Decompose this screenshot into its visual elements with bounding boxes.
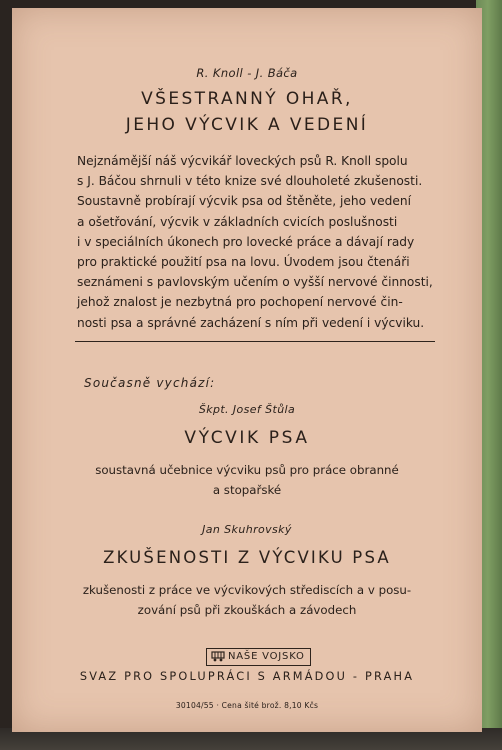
description-line: pro praktické použití psa na lovu. Úvodem jsou čtenáři [77, 255, 410, 270]
related-book-title: ZKUŠENOSTI Z VÝCVIKU PSA [103, 548, 391, 567]
related-book-author: Jan Skuhrovský [202, 523, 292, 536]
description-line: nosti psa a správné zacházení s ním při vedení i výcviku. [77, 315, 425, 330]
description-line: jehož znalost je nezbytná pro pochopení nervové čin- [77, 295, 403, 310]
related-book-description [12, 460, 482, 500]
book-title-line-2: JEHO VÝCVIK A VEDENÍ [125, 115, 369, 135]
book-authors: R. Knoll - J. Báča [196, 66, 298, 80]
related-book-desc-line: zkušenosti z práce ve výcvikových střediscích a v posu- [82, 583, 412, 597]
description-line: s J. Báčou shrnuli v této knize své dlouholeté zkušenosti. [77, 174, 423, 189]
related-book-description [12, 580, 482, 620]
book-title-line-1: VŠESTRANNÝ OHAŘ, [141, 89, 353, 109]
related-book-desc-line: a stopařské [212, 483, 282, 497]
description-line: i v speciálních úkonech pro lovecké práce a dávají rady [77, 234, 415, 249]
section-divider [75, 341, 435, 342]
related-book-desc-line: soustavná učebnice výcviku psů pro práce obranné [95, 463, 399, 477]
description-line: Nejznámější náš výcvikář loveckých psů R. Knoll spolu [77, 154, 408, 168]
logo-text: NAŠE VOJSKO [228, 651, 305, 662]
description-line: seznámeni s pavlovským učením o vyšší nervové činnosti, [77, 275, 433, 290]
related-book-desc-line: zování psů při zkouškách a závodech [137, 603, 357, 617]
publisher-logo [206, 648, 311, 666]
description-line: Soustavně probírají výcvik psa od štěněte, jeho vedení [77, 194, 412, 209]
currently-published-label: Současně vychází: [84, 376, 216, 390]
publisher-name: SVAZ PRO SPOLUPRÁCI S ARMÁDOU - PRAHA [79, 670, 415, 683]
price-footer: 30104/55 · Cena šité brož. 8,10 Kčs [175, 701, 319, 710]
description-line: a ošetřování, výcvik v základních cvicích poslušnosti [77, 214, 398, 229]
back-cover-page [12, 8, 482, 732]
related-book-author: Škpt. Josef Štůla [198, 403, 296, 416]
book-description [77, 151, 445, 333]
related-book-title: VÝCVIK PSA [184, 428, 310, 448]
wagon-emblem-icon [211, 650, 225, 662]
